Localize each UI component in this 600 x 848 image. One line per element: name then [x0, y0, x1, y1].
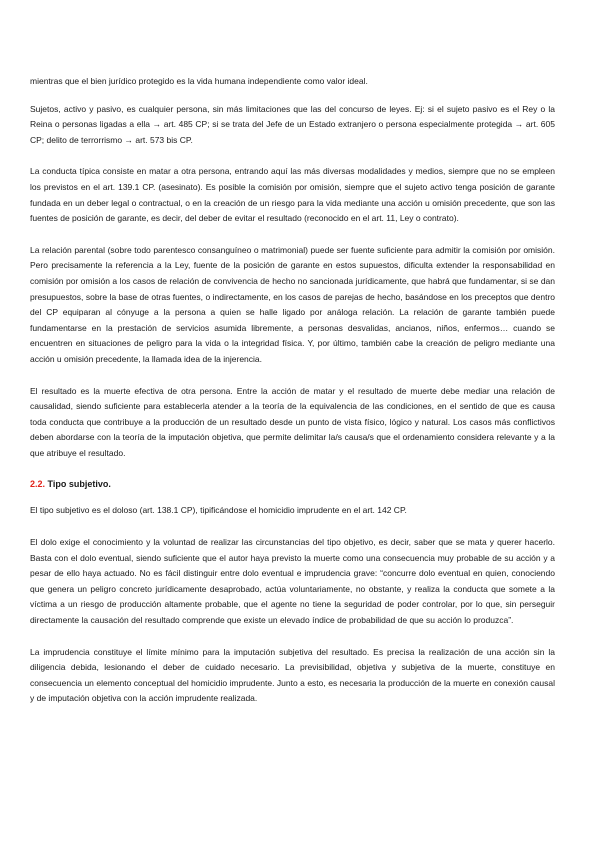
paragraph-relacion-parental: La relación parental (sobre todo parentesco consanguíneo o matrimonial) puede ser fuente suficiente para admitir la comisión por omisión. Pero precisamente la referencia a la Ley, fuente de la posición de garante en estos supuestos, dificulta extender la responsabilidad en comisión por omisión a los casos de relación de convivencia de hecho no sancionada jurídicamente, que habrá que fundamentar, si se dan presupuestos, sobre la base de otras fuentes, o indirectamente, en los casos de parejas de hecho, basándose en los preceptos que dentro del CP equiparan al cónyuge a la persona a quien se halle ligado por análoga relación. La relación de garante también puede fundamentarse en la prestación de servicios asumida libremente, a personas desvalidas, ancianos, niños, enfermos… cuando se encuentren en situaciones de peligro para la vida o la integridad física. Y, por último, también cabe la creación de peligro mediante una acción u omisión precedente, la llamada idea de la injerencia. [30, 244, 555, 364]
paragraph-imprudencia: La imprudencia constituye el límite mínimo para la imputación subjetiva del resultado. Es precisa la realización de una acción sin la diligencia debida, lesionando el deber de cuidado necesario. La previsibilidad, objetiva y subjetiva de la muerte, constituye en consecuencia un elemento conceptual del homicidio imprudente. Junto a esto, es necesaria la producción de la muerte en conexión causal y de imputación objetiva con la acción imprudente realizada. [30, 646, 555, 704]
section-title: Tipo subjetivo. [47, 479, 111, 490]
paragraph-tipo-subjetivo: El tipo subjetivo es el doloso (art. 138.1 CP), tipificándose el homicidio imprudente en el art. 142 CP. [30, 505, 407, 516]
paragraph-conducta-tipica: La conducta típica consiste en matar a otra persona, entrando aquí las más diversas modalidades y medios, siempre que no se empleen los previstos en el art. 139.1 CP. (asesinato). Es posible la comisión por omisión, siempre que el sujeto activo tenga posición de garante fundada en un deber legal o contractual, o en la creación de un riesgo para la vida mediante una acción u omisión precedente, que son las fuentes de posición de garante, es decir, del deber de evitar el resultado (reconocido en el art. 11, Ley o contrato). [30, 166, 555, 224]
section-number: 2.2. [30, 479, 46, 490]
paragraph-sujetos: Sujetos, activo y pasivo, es cualquier persona, sin más limitaciones que las del concurso de leyes. Ej: si el sujeto pasivo es el Rey o la Reina o personas ligadas a ella → art. 485 CP; si se trata del Jefe de un Estado extranjero o persona especialmente protegida → art. 605 CP; delito de terrorrismo → art. 573 bis CP. [30, 103, 555, 145]
paragraph-resultado: El resultado es la muerte efectiva de otra persona. Entre la acción de matar y el resultado de muerte debe mediar una relación de causalidad, siendo suficiente para establecerla atender a la teoría de la equivalencia de las condiciones, en el sentido de que es causa toda conducta que contribuye a la producción de un resultado desde un punto de vista físico, lógico y natural. Los casos más conflictivos deben abordarse con la teoría de la imputación objetiva, que permite delimitar la/s causa/s que el ordenamiento considera relevante y a la que atribuye el resultado. [30, 385, 555, 458]
paragraph-bien-juridico: mientras que el bien jurídico protegido es la vida humana independiente como valor ideal. [30, 76, 368, 86]
document-page [30, 74, 555, 723]
section-heading [30, 477, 555, 491]
paragraph-dolo: El dolo exige el conocimiento y la voluntad de realizar las circunstancias del tipo objetivo, es decir, saber que se mata y querer hacerlo. Basta con el dolo eventual, siendo suficiente que el autor haya previsto la muerte como una consecuencia muy probable de su acción y a pesar de ello haya actuado. No es fácil distinguir entre dolo eventual e imprudencia grave: “concurre dolo eventual en quien, conociendo que genera un peligro concreto jurídicamente desaprobado, actúa voluntariamente, no obstante, y realiza la conducta que somete a la víctima a un riesgo de producción altamente probable, que el agente no tiene la seguridad de poder controlar, por lo que, sin perseguir directamente la causación del resultado comprende que existe un elevado índice de probabilidad de que su acción lo produzca”. [30, 537, 555, 626]
